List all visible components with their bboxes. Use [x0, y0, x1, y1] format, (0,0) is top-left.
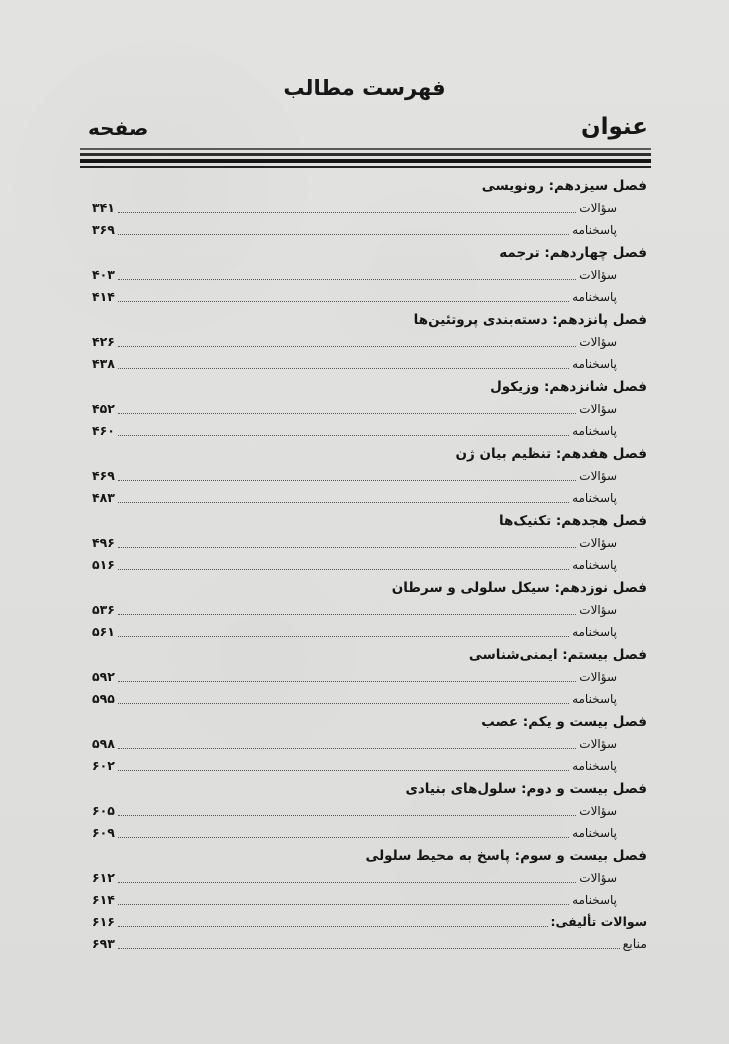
toc-subentry-row	[92, 889, 647, 911]
page-number: ۳۶۹	[92, 222, 115, 237]
extra-entry-list	[92, 911, 647, 955]
header-divider-thick	[80, 159, 651, 163]
dot-leader	[118, 926, 548, 927]
toc-subentry-row	[92, 666, 647, 688]
toc-subentry-row	[92, 599, 647, 621]
chapter-title: فصل بیست و یکم: عصب	[481, 714, 647, 730]
subentry-label: پاسخنامه	[572, 290, 617, 304]
page-number: ۶۰۵	[92, 803, 115, 818]
dot-leader	[118, 748, 576, 749]
dot-leader	[118, 948, 620, 949]
toc-subentry-row	[92, 219, 647, 241]
toc-subentry-row	[92, 800, 647, 822]
chapter-title: فصل نوزدهم: سیکل سلولی و سرطان	[391, 580, 647, 596]
dot-leader	[118, 770, 569, 771]
dot-leader	[118, 480, 576, 481]
toc-subentry-row	[92, 331, 647, 353]
table-of-contents	[92, 174, 647, 955]
subentry-label: پاسخنامه	[572, 893, 617, 907]
toc-subentry-row	[92, 465, 647, 487]
toc-subentry-row	[92, 822, 647, 844]
subentry-label: سؤالات	[579, 268, 617, 282]
page-number: ۶۰۲	[92, 758, 115, 773]
dot-leader	[118, 368, 569, 369]
page-number: ۴۵۲	[92, 401, 115, 416]
toc-subentry-row	[92, 420, 647, 442]
page-number: ۵۹۲	[92, 669, 115, 684]
toc-subentry-row	[92, 286, 647, 308]
subentry-label: سؤالات	[579, 737, 617, 751]
subentry-label: سؤالات	[579, 402, 617, 416]
subentry-label: پاسخنامه	[572, 826, 617, 840]
chapter-title: فصل چهاردهم: ترجمه	[499, 245, 647, 261]
header-divider-thin-top	[80, 148, 651, 150]
toc-subentry-row	[92, 264, 647, 286]
page-number: ۵۹۸	[92, 736, 115, 751]
chapter-title: فصل هجدهم: تکنیک‌ها	[498, 513, 647, 529]
extra-entry-label: منابع	[622, 936, 647, 951]
page-number: ۶۱۶	[92, 914, 115, 929]
toc-subentry-row	[92, 197, 647, 219]
toc-subentry-row	[92, 487, 647, 509]
dot-leader	[118, 569, 569, 570]
dot-leader	[118, 614, 576, 615]
page-number: ۴۶۰	[92, 423, 115, 438]
chapter-entry	[92, 643, 647, 710]
subentry-label: پاسخنامه	[572, 424, 617, 438]
dot-leader	[118, 636, 569, 637]
page-number: ۴۶۹	[92, 468, 115, 483]
page-number: ۶۹۳	[92, 936, 115, 951]
dot-leader	[118, 703, 569, 704]
toc-subentry-row	[92, 755, 647, 777]
subentry-label: سؤالات	[579, 335, 617, 349]
page-number: ۵۶۱	[92, 624, 115, 639]
subentry-label: سؤالات	[579, 804, 617, 818]
toc-subentry-row	[92, 398, 647, 420]
subentry-label: پاسخنامه	[572, 223, 617, 237]
chapter-title: فصل هفدهم: تنظیم بیان ژن	[455, 446, 647, 462]
page-number: ۶۱۲	[92, 870, 115, 885]
dot-leader	[118, 815, 576, 816]
toc-subentry-row	[92, 621, 647, 643]
chapter-title: فصل بیست و سوم: پاسخ به محیط سلولی	[365, 848, 647, 864]
page-number: ۶۱۴	[92, 892, 115, 907]
chapter-title: فصل بیست و دوم: سلول‌های بنیادی	[405, 781, 647, 797]
page-number: ۳۴۱	[92, 200, 115, 215]
chapter-entry	[92, 777, 647, 844]
dot-leader	[118, 882, 576, 883]
subentry-label: سؤالات	[579, 871, 617, 885]
chapter-entry	[92, 844, 647, 911]
chapter-entry	[92, 174, 647, 241]
subentry-label: سؤالات	[579, 536, 617, 550]
header-divider-medium	[80, 153, 651, 156]
chapter-entry	[92, 308, 647, 375]
chapter-entry	[92, 509, 647, 576]
toc-subentry-row	[92, 532, 647, 554]
page-number: ۵۱۶	[92, 557, 115, 572]
subentry-label: پاسخنامه	[572, 625, 617, 639]
page-number: ۴۳۸	[92, 356, 115, 371]
column-title-label: عنوان	[580, 114, 648, 140]
toc-subentry-row	[92, 554, 647, 576]
toc-extra-entry-row	[92, 933, 647, 955]
page-number: ۴۰۳	[92, 267, 115, 282]
chapter-entry	[92, 576, 647, 643]
dot-leader	[118, 547, 576, 548]
toc-subentry-row	[92, 353, 647, 375]
dot-leader	[118, 681, 576, 682]
subentry-label: سؤالات	[579, 670, 617, 684]
chapter-title: فصل بیستم: ایمنی‌شناسی	[468, 647, 647, 663]
dot-leader	[118, 502, 569, 503]
dot-leader	[118, 279, 576, 280]
toc-subentry-row	[92, 688, 647, 710]
toc-subentry-row	[92, 733, 647, 755]
subentry-label: سؤالات	[579, 469, 617, 483]
page-number: ۵۹۵	[92, 691, 115, 706]
chapter-entry	[92, 241, 647, 308]
page-number: ۵۳۶	[92, 602, 115, 617]
dot-leader	[118, 212, 576, 213]
header-divider-thin-bottom	[80, 166, 651, 168]
chapter-list	[92, 174, 647, 911]
dot-leader	[118, 904, 569, 905]
subentry-label: پاسخنامه	[572, 759, 617, 773]
subentry-label: سؤالات	[579, 603, 617, 617]
dot-leader	[118, 301, 569, 302]
page-number: ۴۹۶	[92, 535, 115, 550]
column-page-label: صفحه	[88, 116, 149, 140]
toc-subentry-row	[92, 867, 647, 889]
chapter-title: فصل شانزدهم: وزیکول	[490, 379, 647, 395]
dot-leader	[118, 346, 576, 347]
document-title: فهرست مطالب	[283, 76, 446, 100]
chapter-title: فصل پانزدهم: دسته‌بندی پروتئین‌ها	[413, 312, 647, 328]
subentry-label: پاسخنامه	[572, 558, 617, 572]
dot-leader	[118, 837, 569, 838]
subentry-label: پاسخنامه	[572, 357, 617, 371]
chapter-entry	[92, 442, 647, 509]
toc-extra-entry-row	[92, 911, 647, 933]
chapter-entry	[92, 375, 647, 442]
dot-leader	[118, 413, 576, 414]
toc-header-row	[88, 114, 648, 146]
dot-leader	[118, 234, 569, 235]
chapter-entry	[92, 710, 647, 777]
page-number: ۴۸۳	[92, 490, 115, 505]
chapter-title: فصل سیزدهم: رونویسی	[481, 178, 647, 194]
page-number: ۴۱۴	[92, 289, 115, 304]
subentry-label: پاسخنامه	[572, 692, 617, 706]
dot-leader	[118, 435, 569, 436]
page-number: ۶۰۹	[92, 825, 115, 840]
page-number: ۴۲۶	[92, 334, 115, 349]
extra-entry-label: سوالات تألیفی:	[550, 914, 647, 929]
subentry-label: سؤالات	[579, 201, 617, 215]
subentry-label: پاسخنامه	[572, 491, 617, 505]
